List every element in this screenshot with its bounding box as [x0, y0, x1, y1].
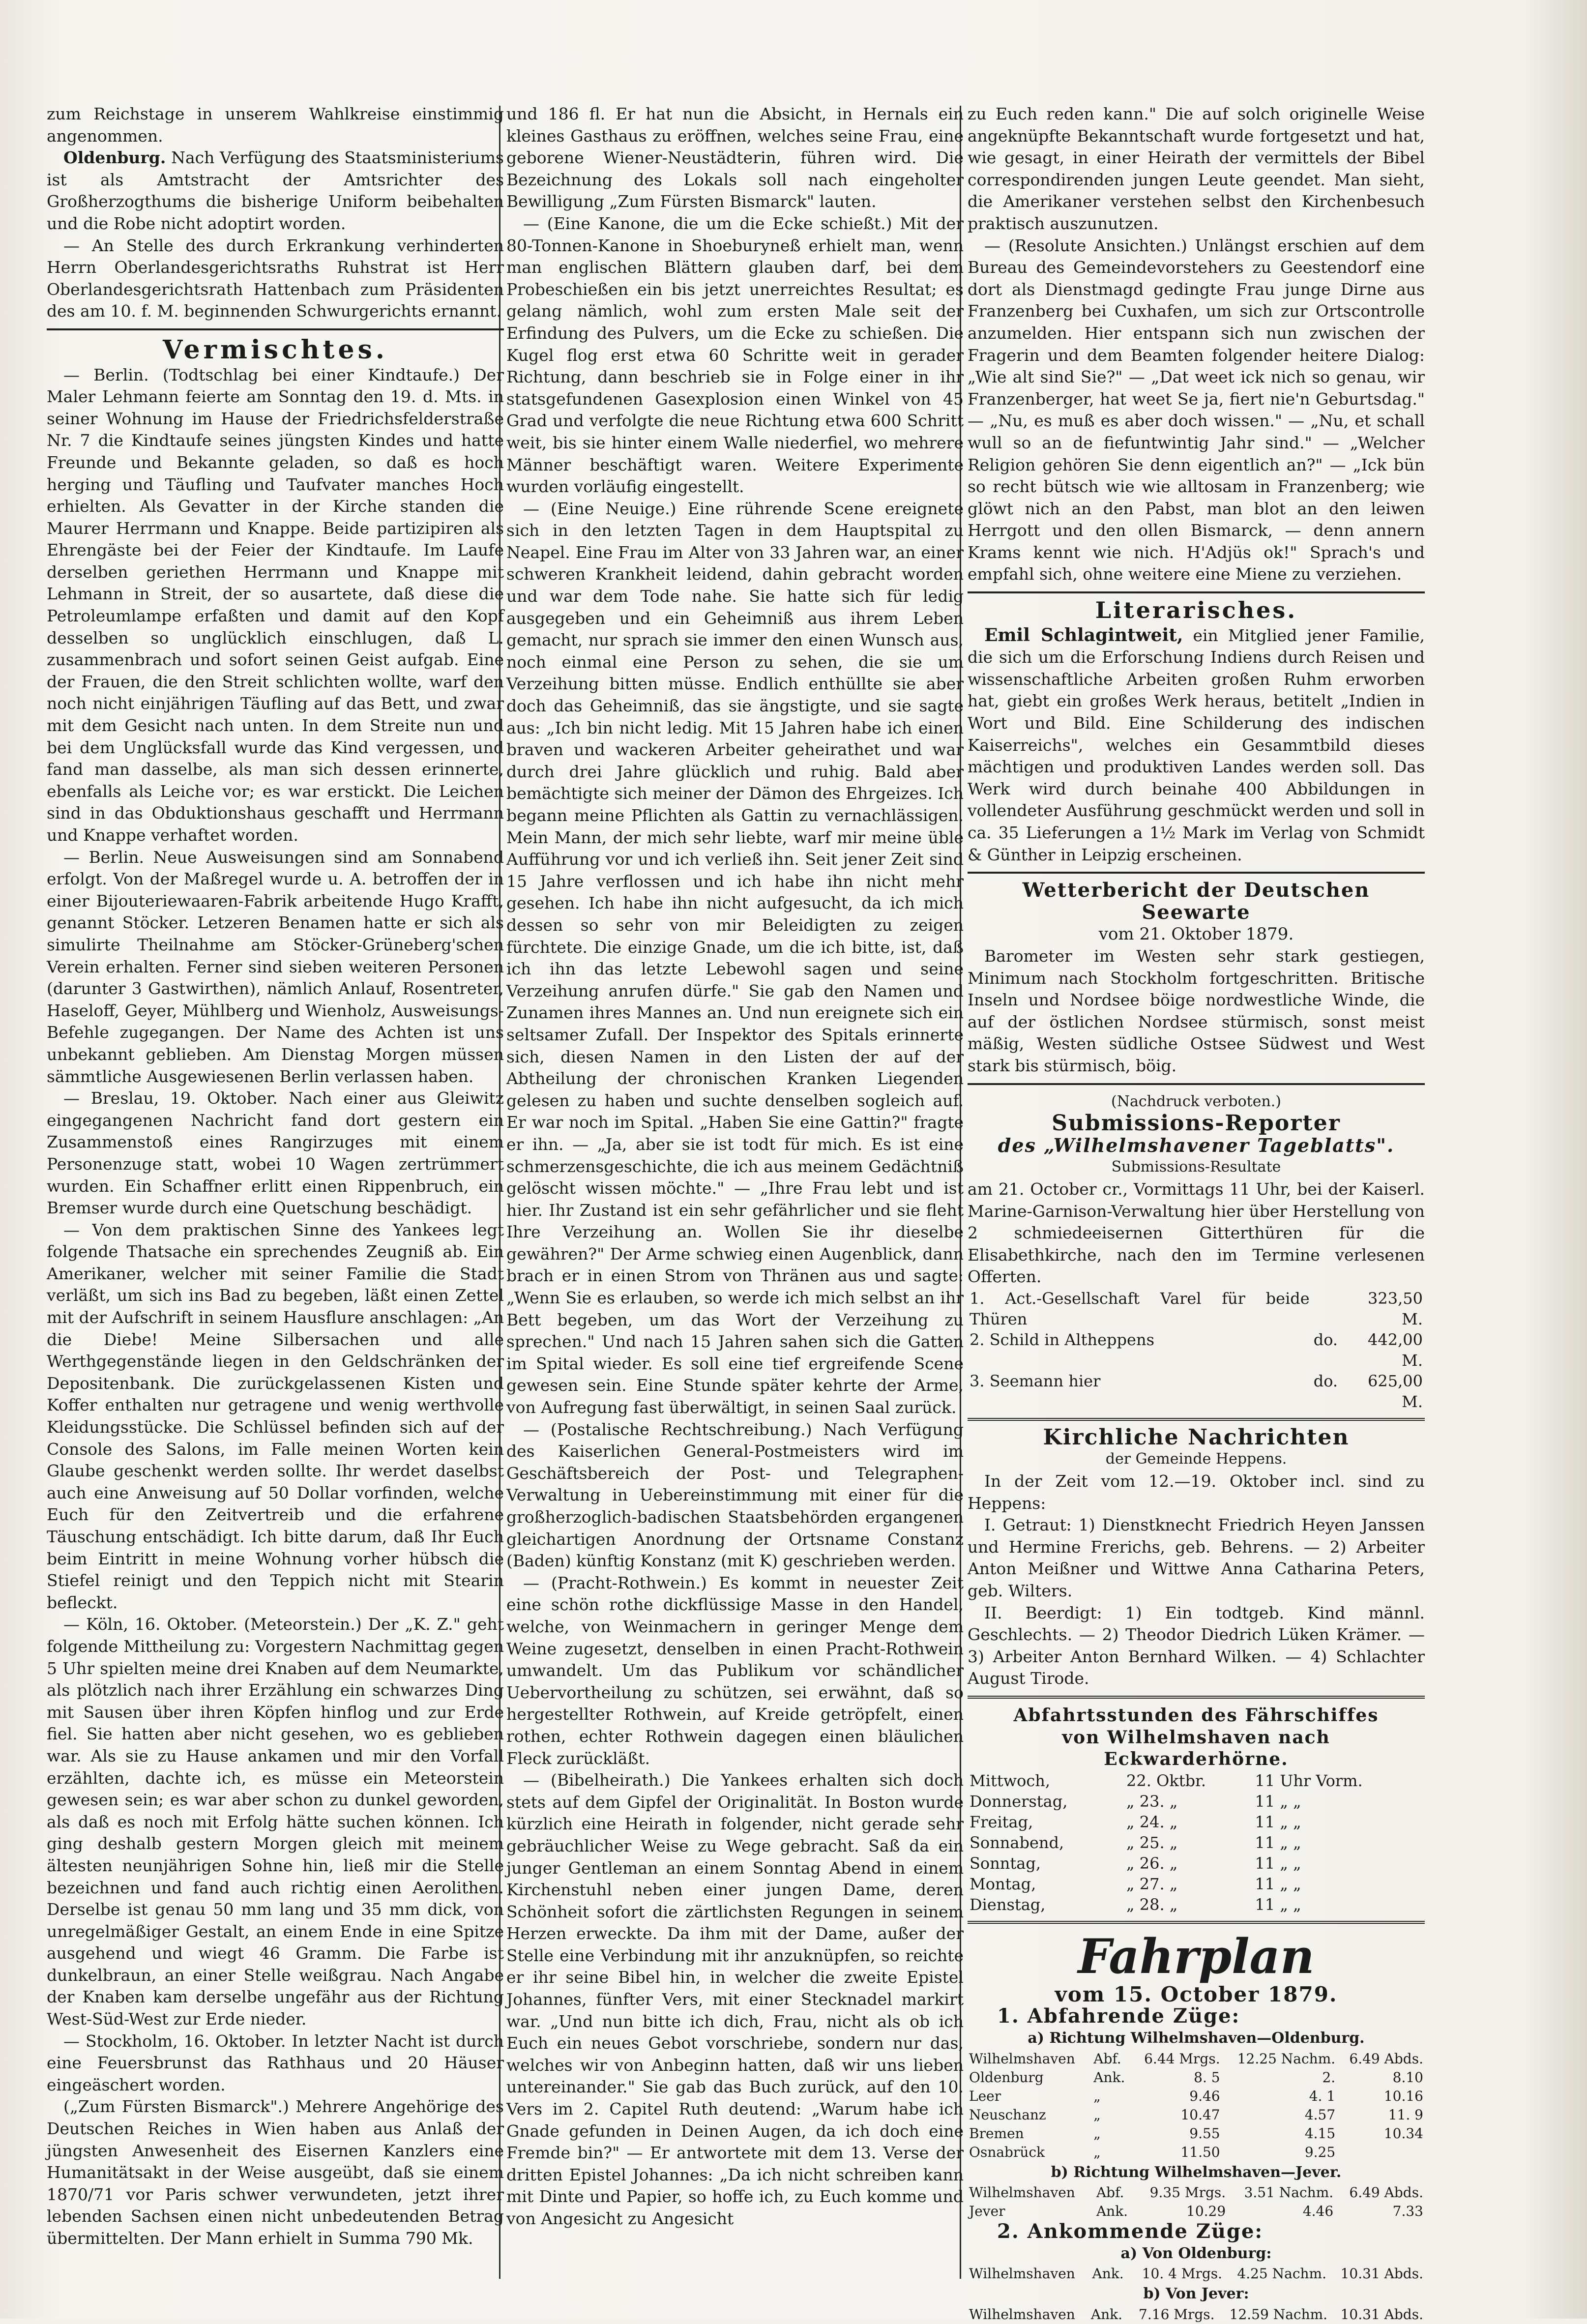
table-cell: 11. 9	[1388, 2106, 1423, 2123]
table-row	[968, 1791, 1425, 1812]
table-cell: 22. Oktbr.	[1126, 1771, 1206, 1790]
paragraph: — Köln, 16. Oktober. (Meteorstein.) Der „K. Z." geht folgende Mittheilung zu: Vorgestern Nachmittag gegen 5 Uhr spielten meine drei Knaben auf dem Neumarkte, als plötzlich nach ihrer Erzählung ein schwarzes Ding mit Sausen über ihren Köpfen hinflog und zur Erde fiel. Sie hatten aber nicht gesehen, wo es geblieben war. Als sie zu Hause ankamen und mir den Vorfall erzählten, dachte ich, es müsse ein Meteorstein gewesen sein; es war aber schon zu dunkel geworden, als daß es noch mit Erfolg hätte suchen können. Ich ging deshalb gestern Morgen gleich mit meinem ältesten neunjährigen Sohne hin, ließ mir die Stelle bezeichnen und fand auch richtig einen Aerolithen. Derselbe ist genau 50 mm lang und 35 mm dick, von unregelmäßiger Gestalt, an einem Ende in eine Spitze ausgehend und wiegt 46 Gramm. Die Farbe ist dunkelbraun, an einer Stelle weißgrau. Nach Angabe der Knaben kam derselbe ungefähr aus der Richtung West-Süd-West zur Erde nieder.	[47, 1615, 504, 2029]
table-row	[968, 2143, 1425, 2162]
table-row	[968, 2106, 1425, 2124]
timetable-c	[968, 2265, 1425, 2283]
table-cell: Ank.	[1092, 2265, 1124, 2282]
paragraph: am 21. October cr., Vormittags 11 Uhr, bei der Kaiserl. Marine-Garnison-Verwaltung hier über Herstellung von 2 schmiedeeisernen Gitterthüren für die Elisabethkirche, nach den im Termine verlesenen Offerten.	[968, 1179, 1425, 1287]
table-cell: Dienstag,	[970, 1895, 1046, 1914]
table-cell: 11 „ „	[1255, 1792, 1301, 1811]
table-cell: 10.16	[1383, 2088, 1423, 2104]
table-cell: Freitag,	[970, 1812, 1033, 1831]
timetable-title: Fahrplan	[1078, 1928, 1315, 1984]
paragraph: — (Bibelheirath.) Die Yankees erhalten sich doch stets auf dem Gipfel der Originalität. In Boston wurde kürzlich eine Heirath in folgender, nicht gerade sehr gebräuchlicher Weise zu Wege gebracht. Saß da ein junger Gentleman an einem Sonntag Abend in einem Kirchenstuhl neben einer jungen Dame, deren Schönheit sofort die zärtlichsten Regungen in seinem Herzen erweckte. Da ihm mit der Dame, außer der Stelle eine Verbindung mit ihr anzuknüpfen, so reichte er ihr seine Bibel hin, in welcher die zweite Epistel Johannes, fünfter Vers, mit einer Stecknadel markirt war. „Und nun bitte ich dich, Frau, nicht als ob ich Euch ein neues Gebot vorschriebe, sondern nur das, welches wir von Anbeginn hatten, daß wir uns lieben untereinander." Sie gab das Buch zurück, auf den 10. Vers im 2. Capitel Ruth deutend: „Warum habe ich Gnade gefunden in Deinen Augen, da ich doch eine Fremde bin?" — Er antwortete mit dem 13. Verse der dritten Epistel Johannes: „Da ich nicht schreiben kann mit Dinte und Papier, so hoffe ich, zu Euch komme und von Angesicht zu Angesicht	[506, 1770, 964, 2228]
table-row	[968, 2087, 1425, 2106]
table-cell: Ank.	[1090, 2306, 1122, 2323]
ferry-heading-2: von Wilhelmshaven nach Eckwarderhörne.	[1062, 1727, 1330, 1770]
table-cell: 9.55	[1189, 2125, 1220, 2142]
table-row	[968, 2202, 1425, 2221]
table-cell: Sonnabend,	[970, 1833, 1064, 1852]
table-cell: 6.44 Mrgs.	[1144, 2050, 1220, 2067]
table-cell: Jever	[969, 2203, 1005, 2220]
table-cell: 10.31 Abds.	[1340, 2265, 1423, 2282]
table-cell: do.	[1313, 1330, 1338, 1349]
timetable-date: vom 15. October 1879.	[1055, 1982, 1338, 2006]
table-cell: Abf.	[1093, 2050, 1121, 2067]
table-cell: 6.49 Abds.	[1349, 2184, 1423, 2201]
table-row	[968, 2305, 1425, 2324]
paragraph: In der Zeit vom 12.—19. Oktober incl. sind zu Heppens:	[968, 1471, 1425, 1513]
table-cell: 11 „ „	[1255, 1812, 1301, 1831]
table-cell: 11 „ „	[1255, 1853, 1301, 1873]
table-cell: Osnabrück	[969, 2144, 1045, 2160]
table-cell: 4.46	[1302, 2203, 1334, 2220]
table-cell: 10.31 Abds.	[1340, 2306, 1423, 2323]
paragraph: — An Stelle des durch Erkrankung verhinderten Herrn Oberlandesgerichtsraths Ruhstrat ist Herr Oberlandesgerichtsrath Hattenbach zum Präsidenten des am 10. f. M. beginnenden Schwurgerichts ernannt.	[47, 235, 504, 321]
table-cell: „	[1093, 2088, 1101, 2104]
table-cell: Wilhelmshaven	[969, 2050, 1075, 2067]
table-cell: 323,50 M.	[1368, 1289, 1423, 1328]
paragraph-text: Nach Verfügung des Staatsministeriums ist als Amtstracht der Amtsrichter des Großherzogthums die bisherige Uniform beibehalten und die Robe nicht adoptirt worden.	[47, 148, 504, 233]
timetable-a	[968, 2050, 1425, 2162]
table-cell: 10. 4 Mrgs.	[1142, 2265, 1223, 2282]
table-cell: Wilhelmshaven	[969, 2184, 1075, 2201]
table-cell	[1337, 2143, 1425, 2162]
column-2	[506, 103, 964, 2286]
arriving-heading: 2. Ankommende Züge:	[997, 2220, 1264, 2243]
paragraph: zu Euch reden kann." Die auf solch originelle Weise angeknüpfte Bekanntschaft wurde fortgesetzt und hat, wie gesagt, in einer Heirath der vermittels der Bibel correspondirenden jungen Leute geendet. Man sieht, die Amerikaner verstehen selbst den Kirchenbesuch praktisch auszunutzen.	[968, 104, 1425, 233]
table-row	[968, 2265, 1425, 2283]
table-cell: 8. 5	[1194, 2069, 1220, 2086]
paragraph: — Stockholm, 16. Oktober. In letzter Nacht ist durch eine Feuersbrunst das Rathhaus und 20 Häuser eingeäschert worden.	[47, 2031, 504, 2094]
paragraph: — Berlin. Neue Ausweisungen sind am Sonnabend erfolgt. Von der Maßregel wurde u. A. betroffen der in einer Bijouteriewaaren-Fabrik arbeitende Hugo Krafft, genannt Stöcker. Letzeren Benamen hatte er sich als simulirte Theilnahme am Stöcker-Grüneberg'schen Verein erhalten. Ferner sind sieben weiteren Personen (darunter 3 Gastwirthen), nämlich Anlauf, Rosentreter, Haseloff, Geyer, Mühlberg und Wienholz, Ausweisungs-Befehle zugegangen. Der Name des Achten ist uns unbekannt geblieben. Am Dienstag Morgen müssen sämmtliche Ausgewiesenen Berlin verlassen haben.	[47, 847, 504, 1086]
divider	[968, 591, 1425, 593]
table-cell: Ank.	[1093, 2069, 1125, 2086]
submission-heading-3: Submissions-Resultate	[1111, 1158, 1281, 1176]
table-cell: Montag,	[970, 1874, 1036, 1893]
literature-heading: Literarisches.	[1095, 597, 1297, 624]
table-cell: 3. Seemann hier	[970, 1371, 1101, 1390]
table-cell: 12.59 Nachm.	[1229, 2306, 1328, 2323]
from-b: b) Von Jever:	[1143, 2285, 1249, 2303]
table-cell: 9.35 Mrgs.	[1149, 2184, 1226, 2201]
divider	[968, 1418, 1425, 1421]
table-cell: Neuschanz	[969, 2106, 1046, 2123]
table-row	[968, 2183, 1425, 2202]
table-cell: „	[1093, 2144, 1101, 2160]
paragraph: — Von dem praktischen Sinne des Yankees legt folgende Thatsache ein sprechendes Zeugniß ab. Ein Amerikaner, welcher mit seiner Familie die Stadt verläßt, um sich ins Bad zu begeben, läßt einen Zettel mit der Aufschrift in seinem Hausflure anschlagen: „An die Diebe! Meine Silbersachen und alle Werthgegenstände liegen in den Geldschränken der Depositenbank. Die zurückgelassenen Kisten und Koffer enthalten nur getragene und wenig werthvolle Kleidungsstücke. Die Schlüssel befinden sich auf der Console des Salons, im Falle meinen Worten kein Glaube geschenkt werden sollte. Ihr werdet daselbst auch eine Anweisung auf 50 Dollar vorfinden, welche Euch für den Zeitvertreib und die erfahrene Täuschung entschädigt. Ich bitte darum, daß Ihr Euch beim Eintritt in meine Wohnung vorher hübsch die Stiefel reinigt und den Teppich nicht mit Stearin befleckt.	[47, 1220, 504, 1612]
table-row	[968, 1770, 1425, 1791]
paragraph: II. Beerdigt: 1) Ein todtgeb. Kind männl. Geschlechts. — 2) Theodor Diedrich Lüken Krämer. — 3) Arbeiter Anton Bernhard Wilken. — 4) Schlachter August Tirode.	[968, 1603, 1425, 1688]
column-1	[47, 103, 504, 2286]
table-cell: 7.16 Mrgs.	[1139, 2306, 1215, 2323]
table-cell: 625,00 M.	[1368, 1371, 1423, 1411]
table-cell: 4.25 Nachm.	[1237, 2265, 1326, 2282]
submission-heading-2: des „Wilhelmshavener Tageblatts".	[998, 1134, 1395, 1156]
paragraph: I. Getraut: 1) Dienstknecht Friedrich Heyen Janssen und Hermine Frerichs, geb. Behrens. — 2) Arbeiter Anton Meißner und Wittwe Anna Catharina Peters, geb. Wilters.	[968, 1515, 1425, 1601]
table-cell: 12.25 Nachm.	[1237, 2050, 1336, 2067]
table-row	[968, 1288, 1425, 1329]
table-row	[968, 1894, 1425, 1915]
timetable-d	[968, 2305, 1425, 2324]
table-cell: Bremen	[969, 2125, 1024, 2142]
table-cell: 10.34	[1383, 2125, 1423, 2142]
paragraph: — Breslau, 19. Oktober. Nach einer aus Gleiwitz eingegangenen Nachricht fand dort gestern ein Zusammenstoß eines Rangirzuges mit einem Personenzuge statt, wobei 10 Wagen zertrümmert wurden. Ein Schaffner erlitt einen Rippenbruch, ein Bremser wurde durch eine Quetschung beschädigt.	[47, 1088, 504, 1218]
table-cell: Leer	[969, 2088, 1001, 2104]
table-cell: „ 25. „	[1126, 1833, 1178, 1852]
table-cell: 11.50	[1180, 2144, 1220, 2160]
table-cell: 2.	[1322, 2069, 1336, 2086]
paragraph: — (Eine Kanone, die um die Ecke schießt.) Mit der 80-Tonnen-Kanone in Shoeburyneß erhielt man, wenn man englischen Blättern glauben darf, bei dem Probeschießen ein bis jetzt unerreichtes Resultat; es gelang nämlich, wohl zum ersten Male seit der Erfindung des Pulvers, um die Ecke zu schießen. Die Kugel flog erst etwa 60 Schritte weit in gerader Richtung, dann beschrieb sie in Folge einer in ihr statsgefundenen Gasexplosion einen Winkel von 45 Grad und verfolgte die neue Richtung etwa 600 Schritt weit, bis sie hinter einem Walle niederfiel, wo mehrere Männer beschäftigt waren. Weitere Experimente wurden vorläufig eingestellt.	[506, 213, 964, 497]
paragraph: — (Pracht-Rothwein.) Es kommt in neuester Zeit eine schön rothe dickflüssige Masse in den Handel, welche, von Weinmachern in geringer Menge dem Weine zugesetzt, denselben in einen Pracht-Rothwein umwandelt. Um das Publikum vor schändlicher Uebervortheilung zu schützen, sei erwähnt, daß so hergestellter Rothwein, auf Kreide getröpfelt, einen rothen, echter Rothwein dagegen einen bläulichen Fleck zurückläßt.	[506, 1573, 964, 1768]
divider	[968, 1696, 1425, 1699]
paragraph: — (Postalische Rechtschreibung.) Nach Verfügung des Kaiserlichen General-Postmeisters wird im Geschäftsbereich der Post- und Telegraphen-Verwaltung in Uebereinstimmung mit einer für die großherzoglich-badischen Staatsbehörden ergangenen gleichartigen Anordnung der Ortsname Constanz (Baden) künftig Konstanz (mit K) geschrieben werden.	[506, 1419, 964, 1571]
table-cell: Wilhelmshaven	[969, 2265, 1075, 2282]
table-row	[968, 1371, 1425, 1412]
table-cell: 2. Schild in Altheppens	[970, 1330, 1154, 1349]
table-cell: 4. 1	[1309, 2088, 1336, 2104]
church-heading: Kirchliche Nachrichten	[1043, 1424, 1350, 1450]
table-row	[968, 1853, 1425, 1874]
table-row	[968, 2068, 1425, 2087]
paragraph: („Zum Fürsten Bismarck".) Mehrere Angehörige des Deutschen Reiches in Wien haben aus Anlaß der jüngsten Anwesenheit des Eisernen Kanzlers eine Humanitätsakt in der Weise ausgeübt, daß sie einem 1870/71 vor Paris schwer verwundeten, jetzt ihrer lebenden Sachsen einen nicht unbedeutenden Betrag übermittelten. Der Mann erhielt in Summa 790 Mk.	[47, 2097, 504, 2248]
table-cell: 11 „ „	[1255, 1895, 1301, 1914]
divider	[968, 1083, 1425, 1085]
table-cell: 6.49 Abds.	[1349, 2050, 1423, 2067]
column-3	[968, 103, 1425, 2323]
table-cell: Sonntag,	[970, 1853, 1041, 1873]
section-heading: Vermischtes.	[162, 334, 388, 365]
departing-heading: 1. Abfahrende Züge:	[997, 2004, 1240, 2028]
table-cell: „ 27. „	[1126, 1874, 1178, 1893]
weather-date: vom 21. Oktober 1879.	[1098, 924, 1294, 944]
place-heading: Oldenburg.	[63, 148, 166, 168]
paragraph	[968, 624, 1425, 866]
author-name: Emil Schlagintweit,	[984, 624, 1183, 646]
direction-b: b) Richtung Wilhelmshaven—Jever.	[1051, 2163, 1342, 2181]
paragraph	[47, 147, 504, 235]
church-subheading: der Gemeinde Heppens.	[1105, 1450, 1287, 1468]
table-cell: do.	[1313, 1371, 1338, 1390]
table-cell: „ 23. „	[1126, 1792, 1178, 1811]
table-cell: 3.51 Nachm.	[1244, 2184, 1334, 2201]
divider	[968, 872, 1425, 874]
table-cell: 11 „ „	[1255, 1833, 1301, 1852]
divider	[968, 1921, 1425, 1924]
table-row	[968, 2050, 1425, 2068]
ferry-heading: Abfahrtsstunden des Fährschiffes	[1013, 1705, 1379, 1726]
table-row	[968, 1329, 1425, 1371]
paragraph: Barometer im Westen sehr stark gestiegen, Minimum nach Stockholm fortgeschritten. Britische Inseln und Nordsee böige nordwestliche Winde, die auf der östlichen Nordsee stürmisch, sonst meist mäßig, Westen südliche Ostsee Südwest und West stark bis stürmisch, böig.	[968, 946, 1425, 1075]
table-cell: 8.10	[1392, 2069, 1423, 2086]
table-cell: „ 24. „	[1126, 1812, 1178, 1831]
table-cell: Oldenburg	[969, 2069, 1044, 2086]
table-cell: 11 „ „	[1255, 1874, 1301, 1893]
table-cell: Ank.	[1096, 2203, 1128, 2220]
table-cell: 7.33	[1392, 2203, 1423, 2220]
reprint-note: (Nachdruck verboten.)	[1111, 1092, 1282, 1110]
table-cell: 1. Act.-Gesellschaft Varel für beide Thüren	[970, 1289, 1310, 1328]
table-cell: „ 28. „	[1126, 1895, 1178, 1914]
table-row	[968, 1874, 1425, 1894]
table-cell: 9.25	[1304, 2144, 1336, 2160]
table-row	[968, 2124, 1425, 2143]
ferry-table	[968, 1770, 1425, 1915]
paragraph-text: ein Mitglied jener Familie, die sich um die Erforschung Indiens durch Reisen und wissenschaftliche Arbeiten großen Ruhm erworben hat, giebt ein großes Werk heraus, betitelt „Indien in Wort und Bild. Eine Schilderung des indischen Kaiserreichs", welches ein Gesammtbild dieses mächtigen und produktiven Landes werden soll. Das Werk wird durch beinahe 400 Abbildungen in vollendeter Ausführung geschmückt werden und soll in ca. 35 Lieferungen a 1½ Mark im Verlag von Schmidt & Günther in Leipzig erscheinen.	[968, 625, 1425, 864]
table-cell: 11 Uhr Vorm.	[1255, 1771, 1363, 1790]
paragraph: — (Eine Neuige.) Eine rührende Scene ereignete sich in den letzten Tagen in dem Hauptspital zu Neapel. Eine Frau im Alter von 33 Jahren war, an einer schweren Krankheit leidend, dahin gebracht worden und war dem Tode nahe. Sie hatte sich für ledig ausgegeben und ein Geheimniß aus ihrem Leben gemacht, nur sprach sie immer den einen Wunsch aus, noch einmal eine Person zu sehen, die sie um Verzeihung bitten müsse. Endlich enthüllte sie aber doch das Geheimniß, das sie ängstigte, und sie sagte aus: „Ich bin nicht ledig. Mit 15 Jahren habe ich einen braven und wackeren Arbeiter geheirathet und war durch drei Jahre glücklich und ruhig. Bald aber bemächtigte sich meiner der Dämon des Ehrgeizes. Ich begann meine Pflichten als Gattin zu vernachlässigen. Mein Mann, der mich sehr liebte, warf mir meine üble Aufführung vor und ich verließ ihn. Seit jener Zeit sind 15 Jahre verflossen und ich habe ihn nicht mehr gesehen. Ich habe ihn nicht aufgesucht, da ich mich dessen so sehr von mir Beleidigten zu zeigen fürchtete. Die einzige Gnade, um die ich bitte, ist, daß ich ihn das letzte Lebewohl sagen und seine Verzeihung anrufen dürfe." Sie gab den Namen und Zunamen ihres Mannes an. Und nun ereignete sich ein seltsamer Zufall. Der Inspektor des Spitals erinnerte sich, diesen Namen in den Listen der auf der Abtheilung der chronischen Kranken Liegenden gelesen zu haben und suchte denselben sogleich auf. Er war noch im Spital. „Haben Sie eine Gattin?" fragte er ihn. — „Ja, aber sie ist todt für mich. Es ist eine schmerzensgeschichte, die ich aus meinem Gedächtniß gelöscht wissen möchte." — „Ihre Frau lebt und ist hier. Ihr Zustand ist ein sehr gefährlicher und sie fleht Ihre Verzeihung an. Wollen Sie ihr dieselbe gewähren?" Der Arme schwieg einen Augenblick, dann brach er in einen Strom von Thränen aus und sagte: „Wenn Sie es erlauben, so werde ich mich selbst an ihr Bett begeben, um das Wort der Verzeihung zu sprechen." Und nach 15 Jahren sahen sich die Gatten im Spital wieder. Es soll eine tief ergreifende Scene gewesen sein. Eine Stunde später kehrte der Arme, von Aufregung fast überwältigt, in seinen Saal zurück.	[506, 499, 964, 1417]
table-cell: Abf.	[1096, 2184, 1124, 2201]
submission-table	[968, 1288, 1425, 1412]
table-cell: 442,00 M.	[1368, 1330, 1423, 1370]
table-cell: Wilhelmshaven	[969, 2306, 1075, 2323]
table-cell: 9.46	[1189, 2088, 1220, 2104]
direction-a: a) Richtung Wilhelmshaven—Oldenburg.	[1028, 2029, 1365, 2047]
from-a: a) Von Oldenburg:	[1120, 2244, 1272, 2262]
table-cell: 10.47	[1180, 2106, 1220, 2123]
paragraph: und 186 fl. Er hat nun die Absicht, in Hernals ein kleines Gasthaus zu eröffnen, welches seine Frau, eine geborene Wiener-Neustädterin, führen wird. Die Bezeichnung des Lokals soll nach eingeholter Bewilligung „Zum Fürsten Bismarck" lauten.	[506, 104, 964, 211]
paragraph: zum Reichstage in unserem Wahlkreise einstimmig angenommen.	[47, 104, 504, 146]
weather-heading: Wetterbericht der Deutschen Seewarte	[1022, 879, 1370, 924]
table-cell: 4.57	[1304, 2106, 1336, 2123]
table-row	[968, 1812, 1425, 1832]
paragraph: — Berlin. (Todtschlag bei einer Kindtaufe.) Der Maler Lehmann feierte am Sonntag den 19. d. Mts. in seiner Wohnung im Hause der Friedrichsfelderstraße Nr. 7 die Kindtaufe seines jüngsten Kindes und hatte Freunde und Bekannte geladen, so daß es hoch herging und Täufling und Taufvater manches Hoch erhielten. Als Gevatter in der Kirche standen die Maurer Herrmann und Knappe. Beide partizipiren als Ehrengäste bei der Feier der Kindtaufe. Im Laufe derselben geriethen Herrmann und Knappe mit Lehmann in Streit, der so ausartete, daß diese die Petroleumlampe erfaßten und damit auf den Kopf desselben so unglücklich einschlugen, daß L. zusammenbrach und sofort seinen Geist aufgab. Eine der Frauen, die den Streit schlichten wollte, warf den noch nicht einjährigen Täufling auf das Bett, und zwar mit dem Gesicht nach unten. In dem Streite nun und bei dem Unglücksfall wurde das Kind vergessen, und fand man dasselbe, als man sich dessen erinnerte, ebenfalls als Leiche vor; es war erstickt. Die Leichen sind in das Obduktionshaus geschafft und Herrmann und Knappe verhaftet worden.	[47, 365, 504, 845]
table-cell: „	[1093, 2106, 1101, 2123]
table-cell: „	[1093, 2125, 1101, 2142]
divider	[47, 328, 504, 330]
table-cell: Mittwoch,	[970, 1771, 1051, 1790]
submission-heading: Submissions-Reporter	[1052, 1111, 1341, 1136]
paragraph: — (Resolute Ansichten.) Unlängst erschien auf dem Bureau des Gemeindevorstehers zu Geestendorf eine dort als Dienstmagd gedingte Frau junge Dirne aus Franzenberg bei Cuxhafen, um sich zur Ortscontrolle anzumelden. Hier entspann sich nun zwischen der Fragerin und dem Beamten folgender heitere Dialog: „Wie alt sind Sie?" — „Dat weet ick nich so genau, wir Franzenberger, hat weet Se ja, fiert nie'n Geburtsdag." — „Nu, es muß es aber doch wissen." — „Nu, et schall wull so an de fiefuntwintig Jahr sind." — „Welcher Religion gehören Sie denn eigentlich an?" — „Ick bün so recht bütsch wie wie alltosam in Franzenberg; wie glöwt nich an den Pabst, man blot an den leiwen Herrgott und den ollen Bismarck, — denn annern Krams kennt wie nich. H'Adjüs ok!" Sprach's und empfahl sich, ohne weitere eine Miene zu verziehen.	[968, 235, 1425, 584]
table-cell: Donnerstag,	[970, 1792, 1068, 1811]
table-row	[968, 1832, 1425, 1853]
table-cell: 4.15	[1304, 2125, 1336, 2142]
table-cell: „ 26. „	[1126, 1853, 1178, 1873]
timetable-b	[968, 2183, 1425, 2221]
table-cell: 10.29	[1186, 2203, 1226, 2220]
